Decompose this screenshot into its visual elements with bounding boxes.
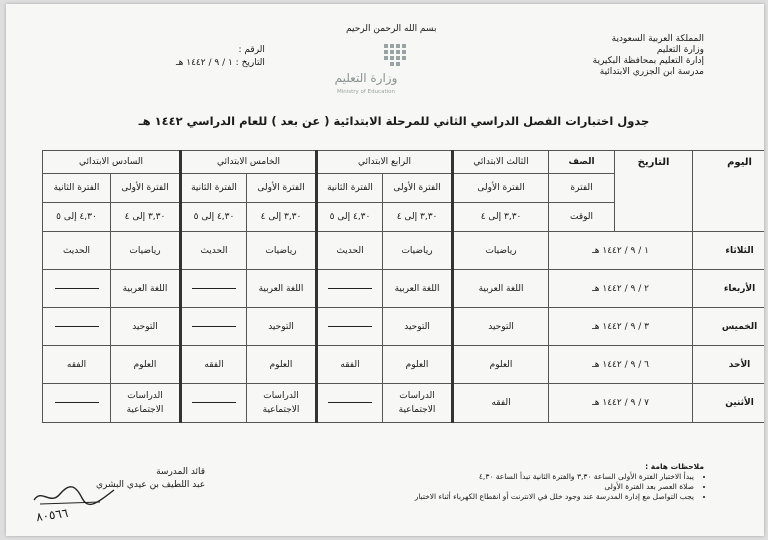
exam-schedule-table bbox=[42, 150, 764, 423]
g3-subject: رياضيات bbox=[453, 232, 549, 270]
document-page bbox=[6, 4, 764, 536]
g5-subject-first: التوحيد bbox=[247, 308, 317, 346]
g3-subject: التوحيد bbox=[453, 308, 549, 346]
g5-no-exam bbox=[181, 270, 247, 308]
header-org-block bbox=[504, 34, 704, 78]
g5-subject-first: رياضيات bbox=[247, 232, 317, 270]
day-cell: الأثنين bbox=[693, 384, 764, 423]
dash-mark bbox=[328, 402, 372, 403]
g4-subject-second: الفقه bbox=[317, 346, 383, 384]
g3-period-first: الفترة الأولى bbox=[453, 174, 549, 203]
table-row bbox=[43, 232, 765, 270]
logo-text: وزارة التعليم bbox=[334, 71, 398, 85]
date-cell: ٧ / ٩ / ١٤٤٢ هـ bbox=[549, 384, 693, 423]
g4-no-exam bbox=[317, 270, 383, 308]
day-cell: الثلاثاء bbox=[693, 232, 764, 270]
logo-subtext: Ministry of Education bbox=[336, 89, 396, 95]
basmala: بسم الله الرحمن الرحيم bbox=[346, 24, 437, 34]
grade-label: الصف bbox=[549, 151, 615, 174]
grade-6-header: السادس الابتدائي bbox=[43, 151, 181, 174]
note-item: • يجب التواصل مع إدارة المدرسة عند وجود خلل في الانترنت أو انقطاع الكهرباء أثناء الاختبار bbox=[415, 492, 694, 502]
g6-time-second: ٤,٣٠ إلى ٥ bbox=[43, 203, 111, 232]
g5-period-first: الفترة الأولى bbox=[247, 174, 317, 203]
date-cell: ١ / ٩ / ١٤٤٢ هـ bbox=[549, 232, 693, 270]
g4-period-second: الفترة الثانية bbox=[317, 174, 383, 203]
ministry-logo bbox=[306, 42, 426, 98]
g6-subject-second: الحديث bbox=[43, 232, 111, 270]
table-row bbox=[43, 346, 765, 384]
grade-3-header: الثالث الابتدائي bbox=[453, 151, 549, 174]
g3-subject: اللغة العربية bbox=[453, 270, 549, 308]
dash-mark bbox=[192, 288, 236, 289]
table-row bbox=[43, 308, 765, 346]
g5-no-exam bbox=[181, 384, 247, 423]
g4-subject-second: الحديث bbox=[317, 232, 383, 270]
note-item: • صلاة العصر بعد الفترة الأولى bbox=[415, 482, 694, 492]
date-header: التاريخ bbox=[615, 151, 693, 232]
g5-period-second: الفترة الثانية bbox=[181, 174, 247, 203]
g6-subject-first: الدراسات الاجتماعية bbox=[111, 384, 181, 423]
g5-time-second: ٤,٣٠ إلى ٥ bbox=[181, 203, 247, 232]
g4-time-second: ٤,٣٠ إلى ٥ bbox=[317, 203, 383, 232]
g6-subject-first: العلوم bbox=[111, 346, 181, 384]
note-item: • يبدأ الاختبار الفترة الأولى الساعة ٣,٣٠ والفترة الثانية تبدأ الساعة ٤,٣٠ bbox=[415, 472, 694, 482]
g6-time-first: ٣,٣٠ إلى ٤ bbox=[111, 203, 181, 232]
org-line-department: إدارة التعليم بمحافظة البكيرية bbox=[592, 56, 704, 66]
date-cell: ٣ / ٩ / ١٤٤٢ هـ bbox=[549, 308, 693, 346]
table-row bbox=[43, 384, 765, 423]
g6-period-second: الفترة الثانية bbox=[43, 174, 111, 203]
g6-subject-first: اللغة العربية bbox=[111, 270, 181, 308]
dash-mark bbox=[192, 326, 236, 327]
g6-no-exam bbox=[43, 384, 111, 423]
org-line-school: مدرسة ابن الجزري الابتدائية bbox=[599, 67, 704, 77]
dash-mark bbox=[328, 326, 372, 327]
g5-subject-second: الفقه bbox=[181, 346, 247, 384]
g4-period-first: الفترة الأولى bbox=[383, 174, 453, 203]
g5-no-exam bbox=[181, 308, 247, 346]
table-row bbox=[43, 270, 765, 308]
g4-subject-first: اللغة العربية bbox=[383, 270, 453, 308]
dash-mark bbox=[55, 288, 99, 289]
principal-name: عبد اللطيف بن عيدي البشري bbox=[96, 480, 206, 490]
g4-subject-first: العلوم bbox=[383, 346, 453, 384]
org-line-ministry: وزارة التعليم bbox=[656, 45, 704, 55]
g4-no-exam bbox=[317, 384, 383, 423]
ministry-logo-icon bbox=[306, 42, 426, 98]
day-cell: الأربعاء bbox=[693, 270, 764, 308]
g6-subject-second: الفقه bbox=[43, 346, 111, 384]
table-header-row bbox=[43, 151, 765, 174]
g3-subject: العلوم bbox=[453, 346, 549, 384]
ref-label: الرقم : bbox=[238, 45, 265, 55]
signature-icon bbox=[30, 482, 120, 510]
date-label: التاريخ : ١ / ٩ / ١٤٤٢ هـ bbox=[176, 58, 265, 68]
g4-subject-first: الدراسات الاجتماعية bbox=[383, 384, 453, 423]
g5-subject-first: الدراسات الاجتماعية bbox=[247, 384, 317, 423]
g6-period-first: الفترة الأولى bbox=[111, 174, 181, 203]
handwritten-number: ٨٠٥٦٦ bbox=[35, 505, 70, 525]
notes-title: ملاحظات هامة : bbox=[645, 462, 704, 471]
dash-mark bbox=[328, 288, 372, 289]
header-ref-block bbox=[176, 44, 265, 70]
g6-no-exam bbox=[43, 270, 111, 308]
g6-subject-first: التوحيد bbox=[111, 308, 181, 346]
g3-time: ٣,٣٠ إلى ٤ bbox=[453, 203, 549, 232]
dash-mark bbox=[55, 326, 99, 327]
g5-subject-first: العلوم bbox=[247, 346, 317, 384]
g4-subject-first: التوحيد bbox=[383, 308, 453, 346]
page-title: جدول اختبارات الفصل الدراسي الثاني للمرحلة الابتدائية ( عن بعد ) للعام الدراسي ١٤٤٢ هـ bbox=[138, 114, 650, 128]
date-cell: ٦ / ٩ / ١٤٤٢ هـ bbox=[549, 346, 693, 384]
g4-subject-first: رياضيات bbox=[383, 232, 453, 270]
day-cell: الخميس bbox=[693, 308, 764, 346]
g4-no-exam bbox=[317, 308, 383, 346]
g6-no-exam bbox=[43, 308, 111, 346]
notes-block bbox=[415, 462, 704, 502]
g5-subject-first: اللغة العربية bbox=[247, 270, 317, 308]
g6-subject-first: رياضيات bbox=[111, 232, 181, 270]
period-label: الفترة bbox=[549, 174, 615, 203]
time-label: الوقت bbox=[549, 203, 615, 232]
principal-title: قائد المدرسة bbox=[156, 467, 206, 477]
g4-time-first: ٣,٣٠ إلى ٤ bbox=[383, 203, 453, 232]
date-cell: ٢ / ٩ / ١٤٤٢ هـ bbox=[549, 270, 693, 308]
day-cell: الأحد bbox=[693, 346, 764, 384]
grade-4-header: الرابع الابتدائي bbox=[317, 151, 453, 174]
day-header: اليوم bbox=[693, 151, 764, 232]
dash-mark bbox=[55, 402, 99, 403]
org-line-country: المملكة العربية السعودية bbox=[611, 34, 704, 44]
g5-time-first: ٣,٣٠ إلى ٤ bbox=[247, 203, 317, 232]
g5-subject-second: الحديث bbox=[181, 232, 247, 270]
g3-subject: الفقه bbox=[453, 384, 549, 423]
dash-mark bbox=[192, 402, 236, 403]
grade-5-header: الخامس الابتدائي bbox=[181, 151, 317, 174]
